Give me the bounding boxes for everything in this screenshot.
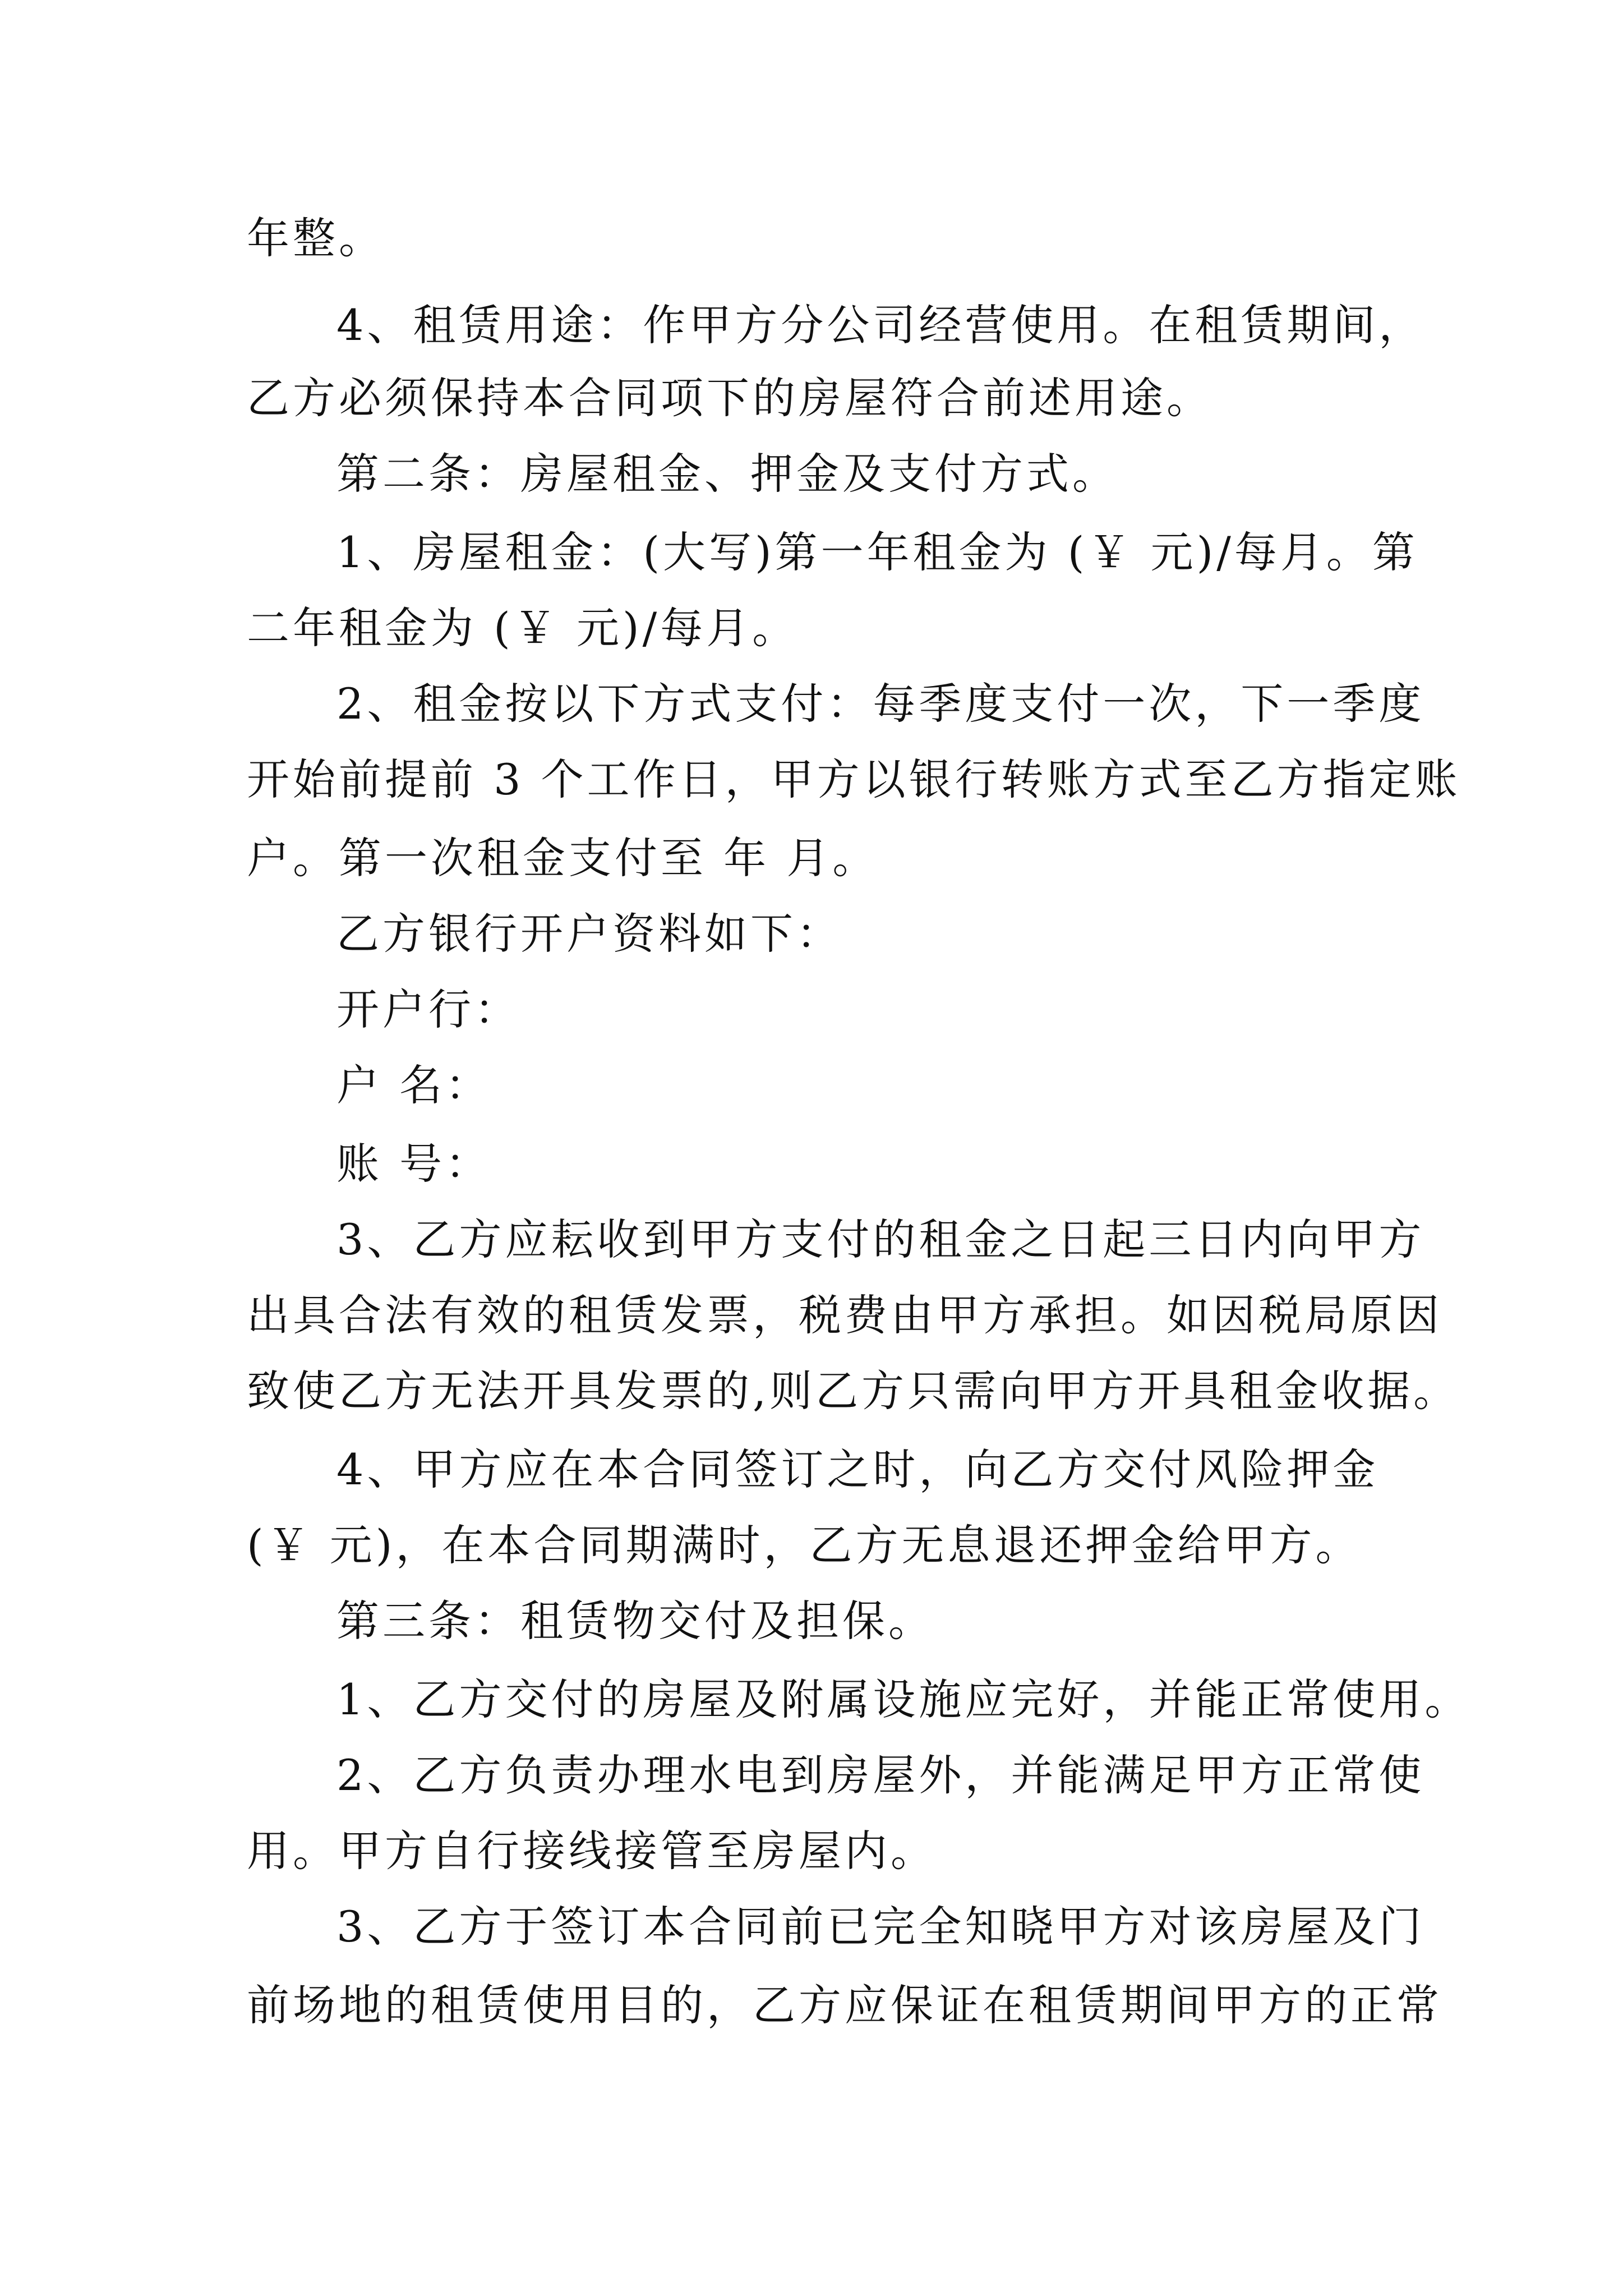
text-line-6: 二年租金为 (￥ 元)/每月。 (247, 603, 799, 653)
text-line-23: 3、乙方于签订本合同前已完全知晓甲方对该房屋及门 (336, 1902, 1425, 1952)
text-line-5: 1、房屋租金：(大写)第一年租金为 (￥ 元)/每月。第 (336, 527, 1418, 577)
section-heading-2: 第二条：房屋租金、押金及支付方式。 (336, 449, 1118, 499)
text-line-7: 2、租金按以下方式支付：每季度支付一次，下一季度 (336, 679, 1425, 729)
text-line-22: 用。甲方自行接线接管至房屋内。 (247, 1826, 937, 1876)
account-number-line: 账 号： (336, 1139, 492, 1189)
text-line-14: 3、乙方应耘收到甲方支付的租金之日起三日内向甲方 (336, 1214, 1425, 1264)
text-line-1: 年整。 (247, 213, 385, 263)
text-line-8: 开始前提前 3 个工作日，甲方以银行转账方式至乙方指定账 (247, 754, 1461, 804)
text-line-15: 出具合法有效的租赁发票，税费由甲方承担。如因税局原因 (247, 1290, 1442, 1340)
bank-name-line: 开户行： (336, 984, 520, 1034)
text-line-17: 4、甲方应在本合同签订之时，向乙方交付风险押金 (336, 1444, 1379, 1494)
text-line-10: 乙方银行开户资料如下： (336, 909, 842, 959)
text-line-18: (￥ 元)，在本合同期满时，乙方无息退还押金给甲方。 (247, 1520, 1362, 1570)
section-heading-3: 第三条：租赁物交付及担保。 (336, 1596, 934, 1646)
text-line-9: 户。第一次租金支付至 年 月。 (247, 833, 879, 883)
text-line-3: 乙方必须保持本合同项下的房屋符合前述用途。 (247, 373, 1212, 423)
text-line-16: 致使乙方无法开具发票的,则乙方只需向甲方开具租金收据。 (247, 1366, 1460, 1416)
text-line-2: 4、租赁用途：作甲方分公司经营使用。在租赁期间， (336, 300, 1425, 350)
account-name-line: 户 名： (336, 1060, 492, 1110)
text-line-21: 2、乙方负责办理水电到房屋外，并能满足甲方正常使 (336, 1750, 1425, 1800)
text-line-20: 1、乙方交付的房屋及附属设施应完好，并能正常使用。 (336, 1674, 1471, 1724)
text-line-24: 前场地的租赁使用目的，乙方应保证在租赁期间甲方的正常 (247, 1980, 1442, 2030)
